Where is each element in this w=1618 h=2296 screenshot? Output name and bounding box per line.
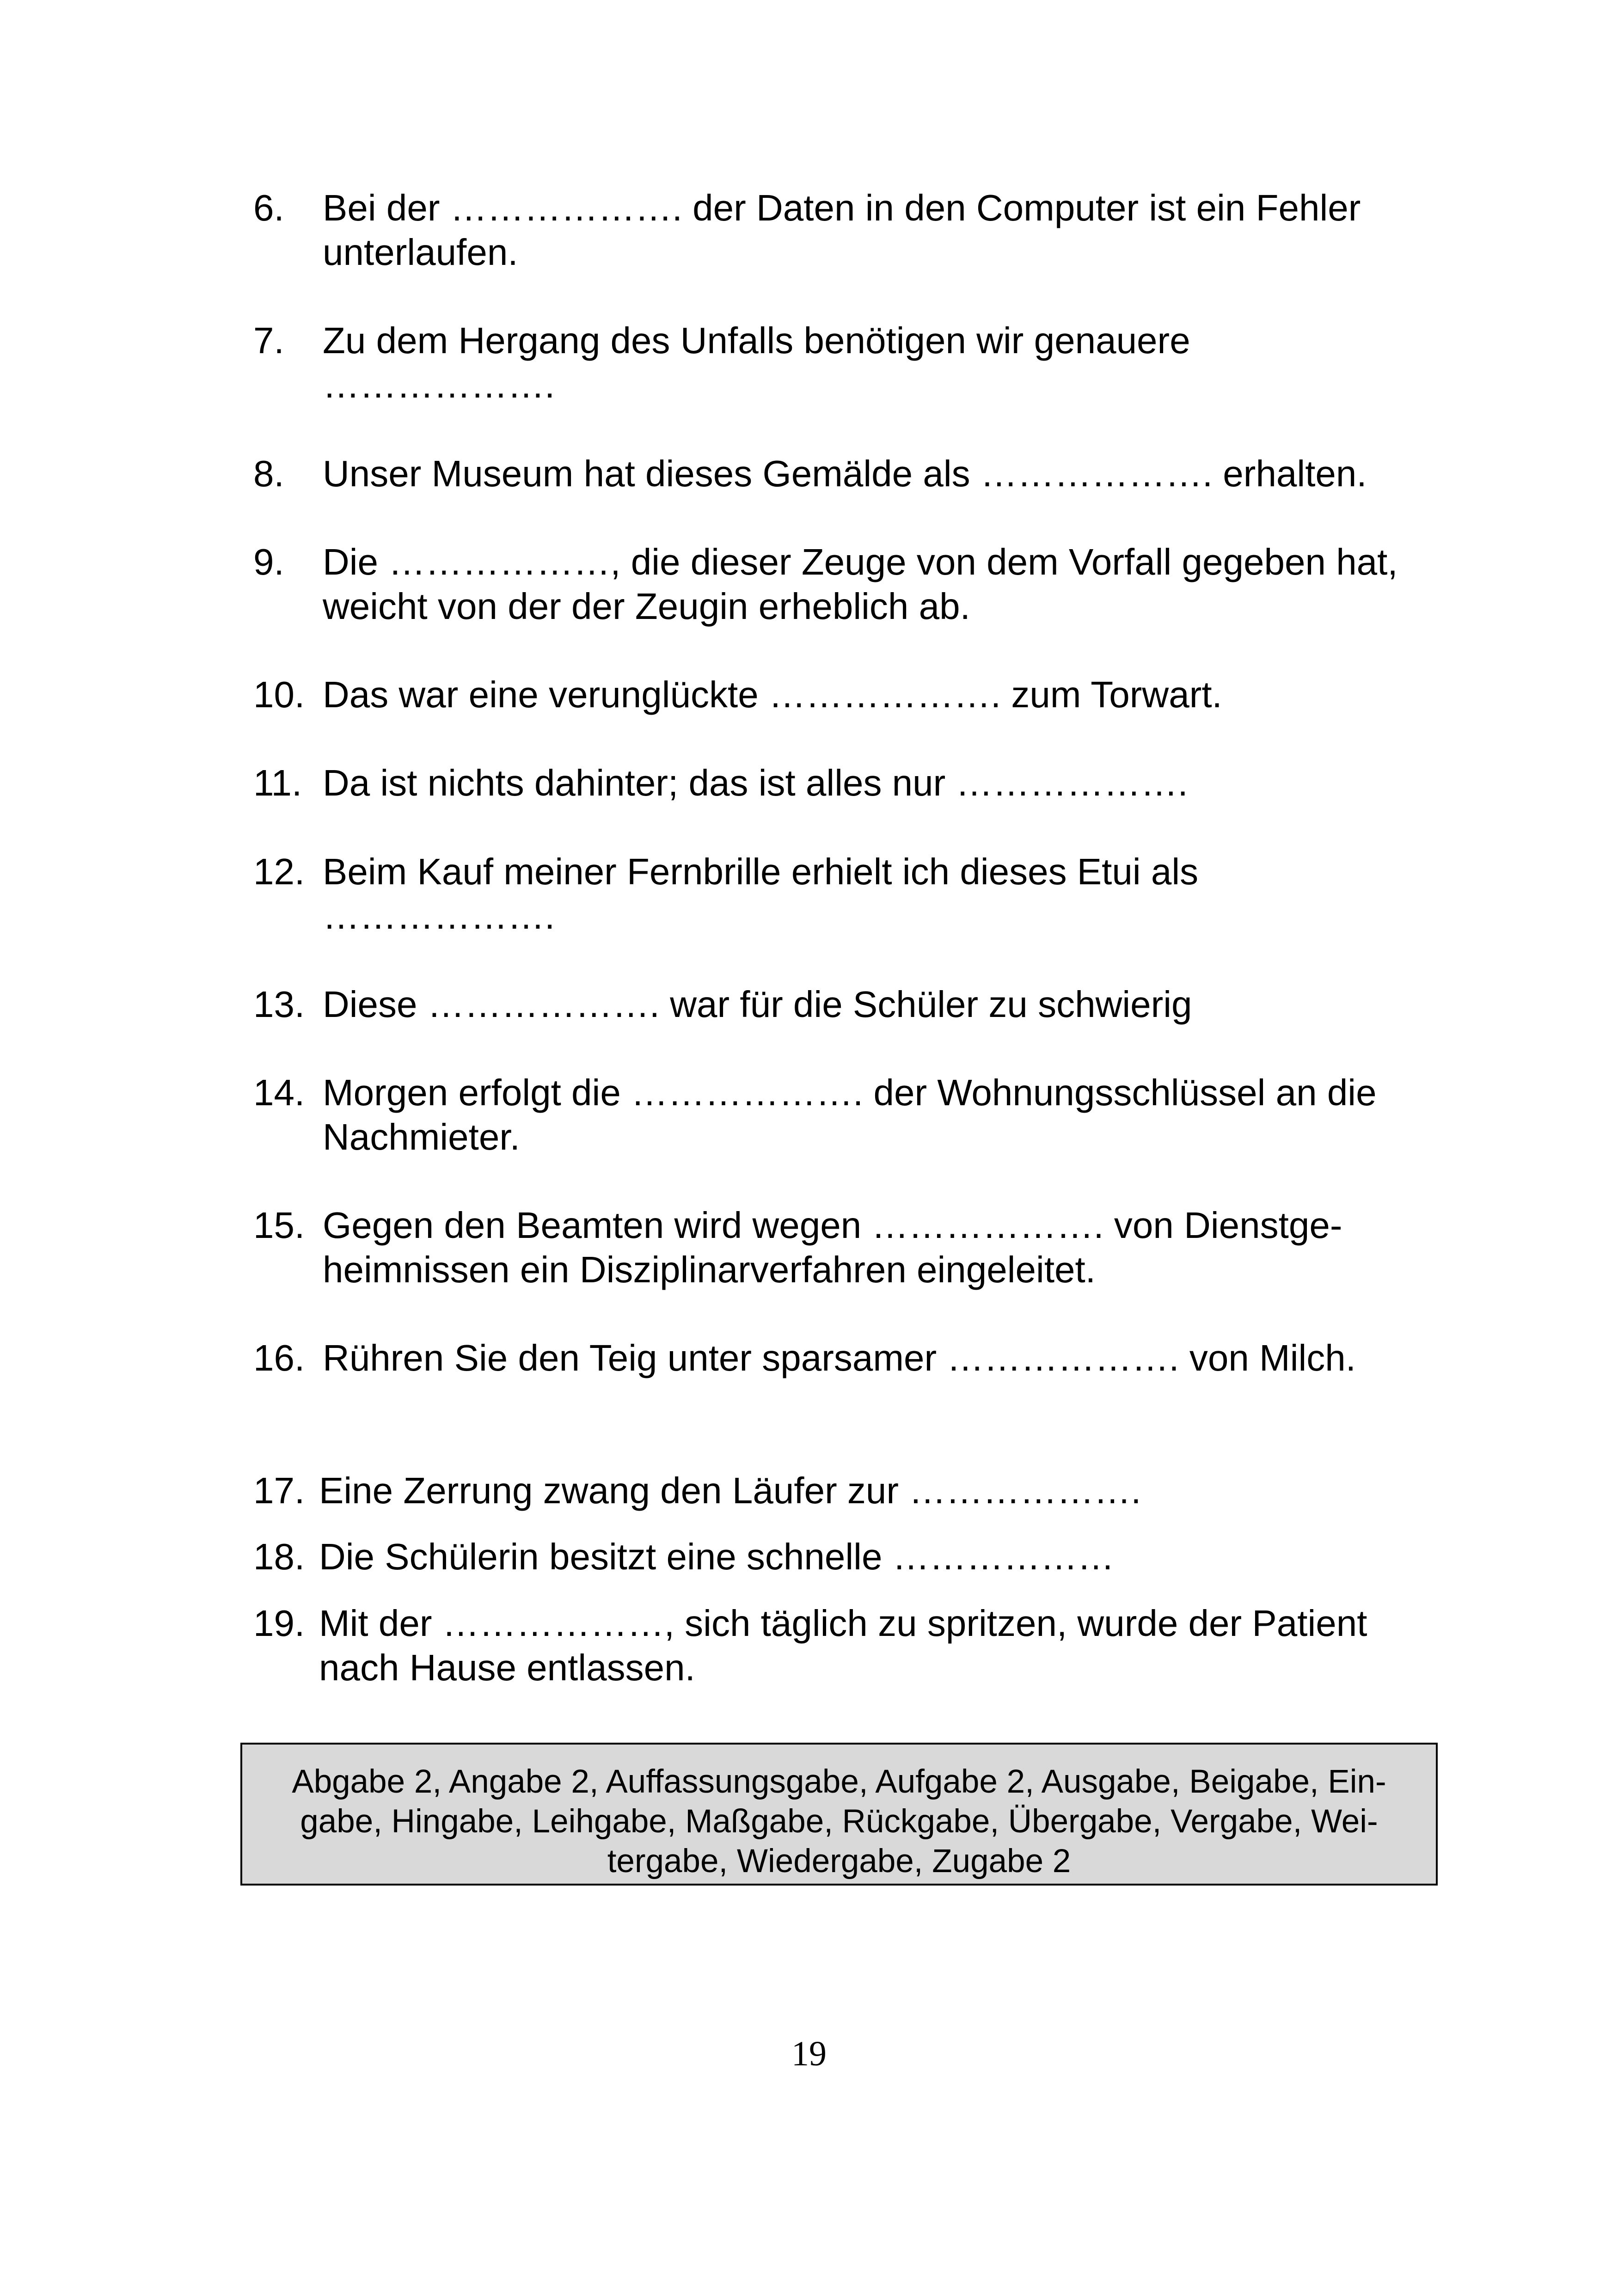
item-line: Nachmieter.: [323, 1116, 520, 1157]
item-line: Da ist nichts dahinter; das ist alles nur ……………….: [323, 762, 1188, 803]
item-text: [323, 850, 1460, 938]
item-line: Unser Museum hat dieses Gemälde als ………………. erhalten.: [323, 453, 1367, 494]
item-number: 6.: [253, 187, 284, 228]
item-text: [323, 673, 1460, 717]
item-number: 10.: [253, 674, 305, 715]
item-line: nach Hause entlassen.: [319, 1647, 695, 1688]
item-text: [323, 540, 1460, 629]
item-number: 13.: [253, 984, 305, 1025]
item-number: 18.: [253, 1536, 305, 1577]
item-line: ……………….: [323, 364, 555, 405]
item-number: 9.: [253, 541, 284, 582]
item-text: [319, 1535, 1456, 1579]
item-text: [323, 1336, 1460, 1380]
word-bank-line: gabe, Hingabe, Leihgabe, Maßgabe, Rückgabe, Übergabe, Vergabe, Wei-: [300, 1803, 1378, 1840]
item-number: 7.: [253, 320, 284, 361]
word-bank-text: [261, 1762, 1417, 1881]
item-number: 15.: [253, 1205, 305, 1246]
item-text: [323, 452, 1460, 496]
item-line: Diese ………………. war für die Schüler zu schwierig: [323, 984, 1192, 1025]
item-text: [323, 1203, 1460, 1292]
item-line: Bei der ………………. der Daten in den Computer ist ein Fehler: [323, 187, 1361, 228]
item-line: Die ………………, die dieser Zeuge von dem Vorfall gegeben hat,: [323, 541, 1398, 582]
item-line: Das war eine verunglückte ………………. zum Torwart.: [323, 674, 1222, 715]
item-number: 11.: [253, 762, 302, 803]
item-line: heimnissen ein Disziplinarverfahren eingeleitet.: [323, 1249, 1096, 1290]
item-number: 8.: [253, 453, 284, 494]
item-line: Gegen den Beamten wird wegen ………………. von Dienstge-: [323, 1205, 1342, 1246]
item-text: [319, 1469, 1456, 1513]
word-bank-box: [240, 1743, 1438, 1886]
item-number: 14.: [253, 1072, 305, 1113]
item-line: Beim Kauf meiner Fernbrille erhielt ich dieses Etui als: [323, 851, 1199, 892]
item-text: [323, 318, 1460, 407]
item-line: Morgen erfolgt die ………………. der Wohnungsschlüssel an die: [323, 1072, 1377, 1113]
page-number: 19: [791, 2034, 827, 2073]
item-text: [323, 761, 1460, 805]
item-number: 19.: [253, 1603, 305, 1644]
item-text: [319, 1601, 1456, 1690]
item-line: weicht von der der Zeugin erheblich ab.: [323, 586, 970, 627]
item-text: [323, 186, 1460, 275]
item-text: [323, 1071, 1460, 1159]
word-bank-line: tergabe, Wiedergabe, Zugabe 2: [607, 1843, 1071, 1880]
item-line: Die Schülerin besitzt eine schnelle ………………: [319, 1536, 1115, 1577]
item-number: 12.: [253, 851, 305, 892]
item-line: ……………….: [323, 895, 555, 937]
item-line: unterlaufen.: [323, 232, 518, 273]
word-bank-line: Abgabe 2, Angabe 2, Auffassungsgabe, Aufgabe 2, Ausgabe, Beigabe, Ein-: [292, 1763, 1386, 1800]
item-line: Eine Zerrung zwang den Läufer zur ……………….: [319, 1470, 1141, 1511]
item-line: Mit der ………………, sich täglich zu spritzen, wurde der Patient: [319, 1603, 1367, 1644]
item-text: [323, 982, 1460, 1027]
item-line: Rühren Sie den Teig unter sparsamer ………………. von Milch.: [323, 1337, 1356, 1378]
item-number: 17.: [253, 1470, 305, 1511]
item-line: Zu dem Hergang des Unfalls benötigen wir genauere: [323, 320, 1190, 361]
item-number: 16.: [253, 1337, 305, 1378]
